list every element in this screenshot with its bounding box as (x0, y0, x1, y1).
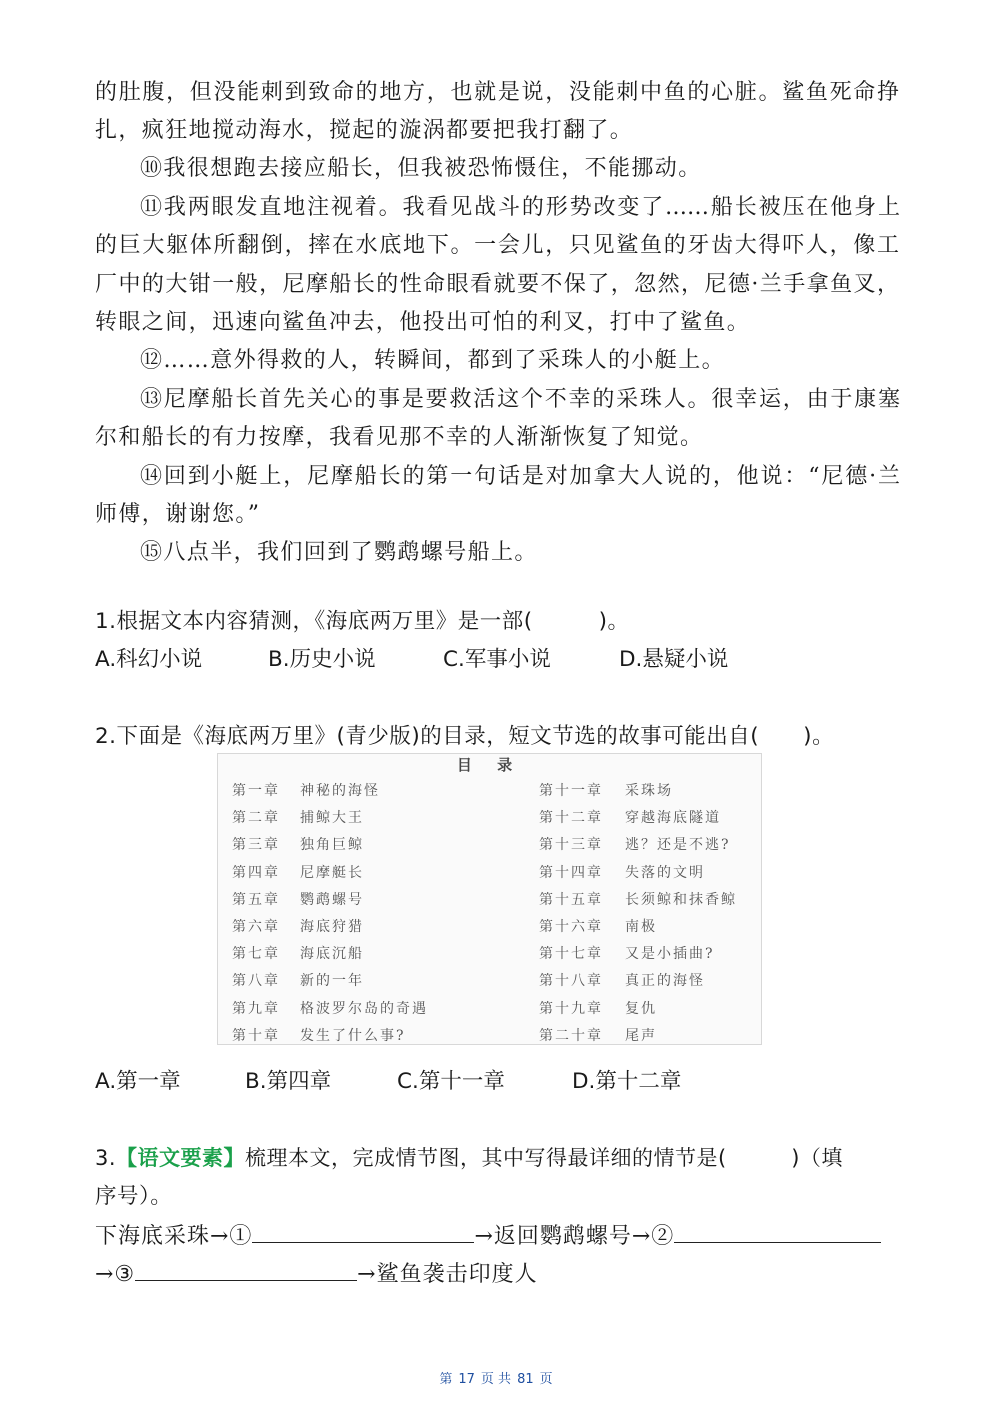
question-1-option-b[interactable]: B.历史小说 (268, 647, 376, 672)
toc-chapter-name: 捕鲸大王 (300, 810, 364, 827)
toc-item (539, 805, 737, 832)
table-of-contents (217, 753, 762, 1045)
flow-middle: →返回鹦鹉螺号→② (474, 1224, 675, 1249)
question-3-tag: 【语文要素】 (116, 1146, 246, 1170)
question-1-option-d[interactable]: D.悬疑小说 (619, 647, 729, 672)
toc-chapter: 第四章 (232, 864, 280, 881)
question-2-option-a[interactable]: A.第一章 (95, 1069, 181, 1094)
toc-chapter: 第十二章 (539, 810, 603, 827)
toc-chapter-name: 神秘的海怪 (300, 783, 380, 799)
passage-line-7: 转眼之间，迅速向鲨鱼冲去，他投出可怕的利叉，打中了鲨鱼。 (95, 310, 751, 335)
toc-chapter: 第十三章 (539, 837, 603, 854)
toc-chapter: 第六章 (232, 918, 280, 935)
toc-chapter-name: 长须鲸和抹香鲸 (625, 891, 737, 908)
footer-prefix: 第 (439, 1372, 453, 1387)
toc-chapter: 第十五章 (539, 891, 603, 908)
toc-item (539, 968, 737, 995)
toc-item (232, 941, 428, 968)
toc-item (232, 968, 428, 995)
toc-item (539, 832, 737, 859)
plot-flow-line-2 (95, 1258, 899, 1290)
toc-title: 目 录 (456, 756, 523, 774)
passage-paragraph-12: ⑫……意外得救的人，转瞬间，都到了采珠人的小艇上。 (140, 348, 726, 373)
footer-mid: 页 共 (480, 1372, 512, 1387)
toc-item (232, 887, 428, 914)
toc-chapter-name: 海底狩猎 (300, 918, 364, 935)
toc-chapter-name: 发生了什么事? (300, 1027, 406, 1044)
toc-chapter-name: 尼摩艇长 (300, 864, 364, 881)
toc-item (232, 996, 428, 1023)
toc-chapter-name: 南极 (625, 918, 657, 935)
question-2-stem: 2.下面是《海底两万里》(青少版)的目录，短文节选的故事可能出自( )。 (95, 724, 835, 749)
toc-item (539, 914, 737, 941)
toc-chapter: 第十九章 (539, 1000, 603, 1017)
toc-item (539, 778, 737, 805)
toc-item (232, 805, 428, 832)
toc-chapter-name: 真正的海怪 (625, 973, 705, 990)
passage-line-1: 的肚腹，但没能刺到致命的地方，也就是说，没能刺中鱼的心脏。鲨鱼死命挣 (95, 80, 899, 105)
toc-chapter: 第三章 (232, 837, 280, 854)
toc-item (539, 860, 737, 887)
toc-chapter-name: 新的一年 (300, 973, 364, 990)
question-3-stem (95, 1143, 899, 1173)
question-3-stem-text: 梳理本文，完成情节图，其中写得最详细的情节是( )（填 (245, 1146, 843, 1170)
passage-paragraph-13: ⑬尼摩船长首先关心的事是要救活这个不幸的采珠人。很幸运，由于康塞 (140, 387, 900, 412)
toc-item (539, 887, 737, 914)
toc-chapter: 第二十章 (539, 1027, 603, 1044)
toc-chapter: 第十七章 (539, 946, 603, 963)
toc-chapter-name: 格波罗尔岛的奇遇 (300, 1000, 428, 1017)
flow-start: 下海底采珠→① (95, 1224, 253, 1249)
toc-chapter: 第十八章 (539, 973, 603, 990)
question-3-number: 3. (95, 1146, 117, 1170)
toc-chapter: 第五章 (232, 891, 280, 908)
toc-chapter: 第七章 (232, 946, 280, 963)
toc-item (232, 832, 428, 859)
toc-item (539, 1023, 737, 1050)
blank-3[interactable] (135, 1258, 357, 1281)
passage-paragraph-11: ⑪我两眼发直地注视着。我看见战斗的形势改变了……船长被压在他身上 (140, 195, 900, 220)
toc-item (232, 778, 428, 805)
plot-flow-line-1 (95, 1220, 899, 1252)
toc-chapter-name: 鹦鹉螺号 (300, 891, 364, 908)
toc-chapter: 第二章 (232, 810, 280, 827)
question-2-option-d[interactable]: D.第十二章 (572, 1069, 682, 1094)
question-2-option-c[interactable]: C.第十一章 (397, 1069, 505, 1094)
passage-line-5: 的巨大躯体所翻倒，摔在水底地下。一会儿，只见鲨鱼的牙齿大得吓人，像工 (95, 233, 899, 258)
toc-chapter: 第十一章 (539, 783, 603, 799)
toc-item (539, 941, 737, 968)
toc-chapter-name: 逃？还是不逃? (625, 837, 731, 854)
flow-line-2-start: →③ (95, 1262, 136, 1287)
toc-item (232, 1023, 428, 1050)
toc-chapter-name: 采珠场 (625, 783, 673, 799)
toc-right-column (539, 778, 737, 1050)
toc-left-column (232, 778, 428, 1050)
passage-paragraph-15: ⑮八点半，我们回到了鹦鹉螺号船上。 (140, 540, 538, 565)
flow-end: →鲨鱼袭击印度人 (357, 1262, 538, 1287)
footer-suffix: 页 (539, 1372, 553, 1387)
toc-chapter-name: 又是小插曲? (625, 946, 715, 963)
passage-line-10: 尔和船长的有力按摩，我看见那不幸的人渐渐恢复了知觉。 (95, 425, 704, 450)
page-total: 81 (517, 1372, 534, 1387)
question-1-option-c[interactable]: C.军事小说 (443, 647, 551, 672)
passage-line-12: 师傅，谢谢您。” (95, 502, 261, 527)
toc-chapter-name: 尾声 (625, 1027, 657, 1044)
toc-chapter: 第十章 (232, 1027, 280, 1044)
toc-item (539, 996, 737, 1023)
toc-chapter: 第九章 (232, 1000, 280, 1017)
toc-chapter-name: 失落的文明 (625, 864, 705, 881)
passage-line-2: 扎，疯狂地搅动海水，搅起的漩涡都要把我打翻了。 (95, 118, 634, 143)
toc-chapter-name: 复仇 (625, 1000, 657, 1017)
question-1-stem: 1.根据文本内容猜测，《海底两万里》是一部( )。 (95, 609, 630, 634)
toc-chapter-name: 海底沉船 (300, 946, 364, 963)
passage-line-6: 厂中的大钳一般，尼摩船长的性命眼看就要不保了，忽然，尼德·兰手拿鱼叉， (95, 272, 899, 297)
toc-item (232, 860, 428, 887)
question-2-option-b[interactable]: B.第四章 (245, 1069, 332, 1094)
toc-chapter-name: 独角巨鲸 (300, 837, 364, 854)
question-1-option-a[interactable]: A.科幻小说 (95, 647, 203, 672)
passage-paragraph-10: ⑩我很想跑去接应船长，但我被恐怖慑住，不能挪动。 (140, 156, 702, 181)
question-3-stem-line-2: 序号）。 (95, 1184, 173, 1209)
page-footer (0, 1368, 992, 1387)
page-number: 17 (458, 1372, 475, 1387)
passage-paragraph-14: ⑭回到小艇上，尼摩船长的第一句话是对加拿大人说的，他说：“尼德·兰 (140, 464, 900, 489)
blank-2[interactable] (674, 1220, 881, 1243)
toc-chapter: 第十四章 (539, 864, 603, 881)
toc-chapter-name: 穿越海底隧道 (625, 810, 721, 827)
toc-chapter: 第十六章 (539, 918, 603, 935)
toc-chapter: 第八章 (232, 973, 280, 990)
toc-item (232, 914, 428, 941)
toc-chapter: 第一章 (232, 783, 280, 799)
blank-1[interactable] (252, 1220, 474, 1243)
